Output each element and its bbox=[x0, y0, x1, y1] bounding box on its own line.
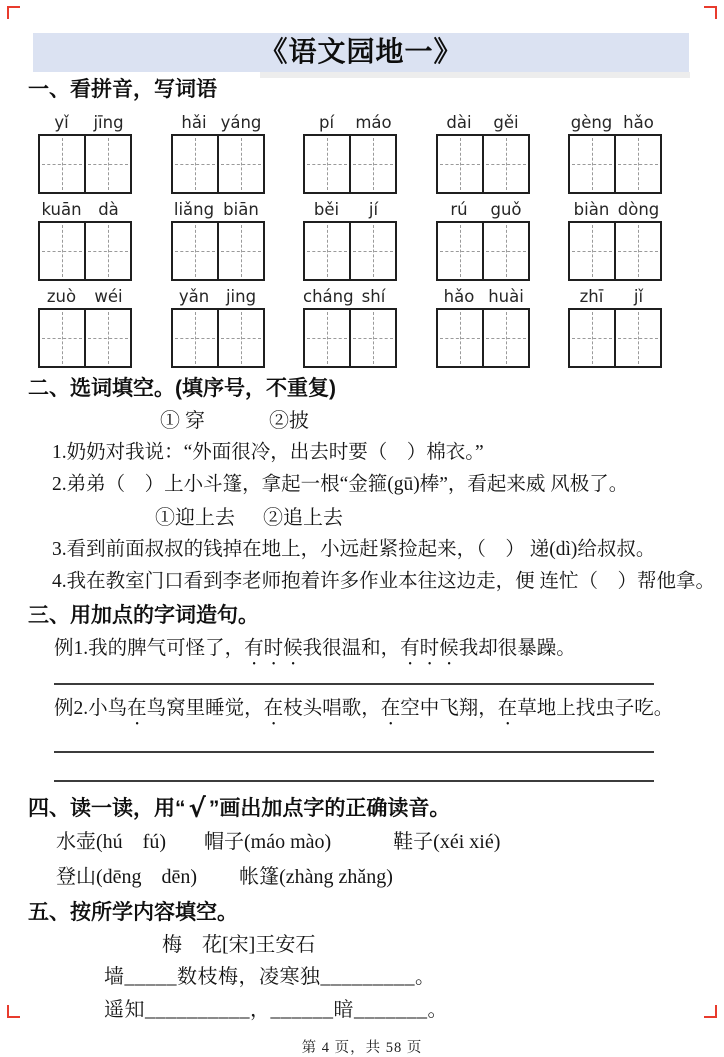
text-segment: 例1.我的脾气可怪了， bbox=[54, 638, 245, 659]
emphasized-segment: 在 bbox=[497, 698, 518, 719]
emphasized-segment: 在 bbox=[127, 698, 147, 719]
check-mark-icon: √ bbox=[188, 794, 206, 824]
pinyin-syllable: běi bbox=[313, 200, 340, 219]
example-sentence-1 bbox=[54, 634, 720, 670]
writing-grid[interactable] bbox=[38, 134, 132, 194]
writing-grid[interactable] bbox=[436, 134, 530, 194]
option-pi: ②披 bbox=[269, 410, 309, 432]
pinyin-label bbox=[38, 194, 132, 219]
option-zhui-shang-qu: ②追上去 bbox=[263, 507, 343, 529]
writing-box[interactable] bbox=[349, 221, 397, 281]
answer-line[interactable] bbox=[54, 751, 654, 753]
writing-box[interactable] bbox=[303, 221, 351, 281]
pinyin-syllable: jǐ bbox=[633, 287, 644, 306]
writing-box[interactable] bbox=[436, 221, 484, 281]
text-segment: ”画出加点字的正确读音。 bbox=[208, 797, 451, 820]
writing-box[interactable] bbox=[303, 308, 351, 368]
writing-grid[interactable] bbox=[171, 134, 265, 194]
writing-box[interactable] bbox=[482, 221, 530, 281]
pinyin-syllable: yǎn bbox=[178, 287, 210, 306]
fill-blank-item-1: 1.奶奶对我说：“外面很冷，出去时要（ ）棉衣。” bbox=[52, 442, 484, 463]
pinyin-syllable: hǎi bbox=[181, 113, 207, 132]
pinyin-syllable: shí bbox=[361, 287, 386, 306]
pinyin-label bbox=[171, 194, 265, 219]
pronunciation-row-2 bbox=[56, 863, 724, 892]
pinyin-label bbox=[436, 281, 530, 306]
text-segment: 草地上找虫子吃。 bbox=[517, 698, 674, 719]
pinyin-label bbox=[436, 194, 530, 219]
title-banner bbox=[33, 33, 689, 72]
writing-box[interactable] bbox=[349, 134, 397, 194]
pinyin-row-3 bbox=[38, 281, 662, 368]
pinyin-row-2 bbox=[38, 194, 662, 281]
writing-box[interactable] bbox=[436, 134, 484, 194]
fill-blank-item-4: 4.我在教室门口看到李老师抱着许多作业本往这边走，便 连忙（ ）帮他拿。 bbox=[52, 571, 716, 592]
answer-line[interactable] bbox=[54, 780, 654, 782]
option-ying-shang-qu: ①迎上去 bbox=[155, 507, 235, 529]
writing-box[interactable] bbox=[303, 134, 351, 194]
writing-box[interactable] bbox=[614, 308, 662, 368]
poem-title: 梅 花[宋]王安石 bbox=[162, 934, 316, 956]
writing-box[interactable] bbox=[482, 308, 530, 368]
writing-box[interactable] bbox=[38, 308, 86, 368]
pinyin-label bbox=[38, 107, 132, 132]
emphasized-segment: 在 bbox=[380, 698, 401, 719]
writing-grid[interactable] bbox=[568, 134, 662, 194]
pinyin-syllable: zhī bbox=[579, 287, 604, 306]
text-segment: 四、读一读，用“ bbox=[28, 797, 186, 820]
fill-blank-item-2: 2.弟弟（ ）上小斗篷，拿起一根“金箍(gū)棒”，看起来威 风极了。 bbox=[52, 474, 629, 495]
pinyin-syllable: dà bbox=[98, 200, 119, 219]
word-block bbox=[436, 194, 530, 281]
pinyin-syllable: jí bbox=[368, 200, 379, 219]
pinyin-syllable: kuān bbox=[41, 200, 82, 219]
pinyin-syllable: pí bbox=[318, 113, 335, 132]
writing-box[interactable] bbox=[171, 134, 219, 194]
pinyin-label bbox=[568, 107, 662, 132]
word-block bbox=[171, 194, 265, 281]
section4-heading bbox=[28, 796, 724, 822]
pinyin-syllable: biān bbox=[223, 200, 259, 219]
word-options-1 bbox=[160, 408, 724, 435]
writing-grid[interactable] bbox=[303, 134, 397, 194]
writing-box[interactable] bbox=[84, 221, 132, 281]
pinyin-syllable: dòng bbox=[617, 200, 660, 219]
emphasized-segment: 在 bbox=[263, 698, 284, 719]
emphasized-segment: 有时候 bbox=[400, 638, 459, 659]
page-title: 《语文园地一》 bbox=[259, 37, 463, 68]
pinyin-syllable: rú bbox=[450, 200, 468, 219]
pinyin-syllable: cháng bbox=[303, 287, 354, 306]
pinyin-label bbox=[436, 107, 530, 132]
word-block bbox=[303, 107, 397, 194]
answer-line[interactable] bbox=[54, 683, 654, 685]
word-block bbox=[568, 281, 662, 368]
pronunciation-row-1 bbox=[56, 828, 724, 857]
word-options-2 bbox=[155, 505, 724, 532]
pinyin-label bbox=[568, 194, 662, 219]
word-shuihu: 水壶(hú fú) bbox=[56, 831, 166, 853]
pinyin-syllable: máo bbox=[355, 113, 392, 132]
pinyin-syllable: biàn bbox=[573, 200, 610, 219]
writing-box[interactable] bbox=[482, 134, 530, 194]
pinyin-label bbox=[38, 281, 132, 306]
section3-heading: 三、用加点的字词造句。 bbox=[28, 604, 259, 627]
corner-mark-icon bbox=[704, 6, 717, 19]
pinyin-label bbox=[303, 107, 397, 132]
poem-line-1[interactable]: 墙_____数枝梅，凌寒独_________。 bbox=[104, 966, 436, 988]
writing-box[interactable] bbox=[217, 308, 265, 368]
writing-box[interactable] bbox=[84, 308, 132, 368]
word-block bbox=[171, 281, 265, 368]
pinyin-label bbox=[303, 194, 397, 219]
word-block bbox=[436, 281, 530, 368]
text-segment: 我却很暴躁。 bbox=[458, 638, 576, 659]
writing-box[interactable] bbox=[568, 134, 616, 194]
pinyin-label bbox=[171, 107, 265, 132]
word-maozi: 帽子(máo mào) bbox=[203, 831, 332, 853]
word-block bbox=[303, 281, 397, 368]
word-block bbox=[38, 107, 132, 194]
poem-line-2[interactable]: 遥知__________，______暗_______。 bbox=[104, 999, 448, 1021]
writing-box[interactable] bbox=[614, 134, 662, 194]
word-block bbox=[38, 281, 132, 368]
writing-grid[interactable] bbox=[38, 308, 132, 368]
text-segment: 鸟窝里睡觉， bbox=[146, 698, 264, 719]
pinyin-syllable: jing bbox=[225, 287, 257, 306]
page-number: 第 4 页，共 58 页 bbox=[301, 1040, 423, 1056]
pinyin-syllable: huài bbox=[488, 287, 524, 306]
pinyin-syllable: zuò bbox=[46, 287, 77, 306]
section1-heading: 一、看拼音，写词语 bbox=[28, 78, 217, 101]
pinyin-label bbox=[303, 281, 397, 306]
writing-box[interactable] bbox=[171, 308, 219, 368]
corner-mark-icon bbox=[7, 6, 20, 19]
pinyin-syllable: gèng bbox=[570, 113, 613, 132]
pinyin-syllable: yǐ bbox=[54, 113, 69, 132]
pinyin-syllable: gěi bbox=[493, 113, 519, 132]
word-zhangpeng: 帐篷(zhàng zhǎng) bbox=[239, 866, 393, 888]
pinyin-label bbox=[171, 281, 265, 306]
writing-box[interactable] bbox=[84, 134, 132, 194]
section2-heading: 二、选词填空。(填序号，不重复) bbox=[28, 377, 336, 400]
writing-grid[interactable] bbox=[171, 221, 265, 281]
section5-heading: 五、按所学内容填空。 bbox=[28, 901, 238, 924]
writing-box[interactable] bbox=[349, 308, 397, 368]
word-block bbox=[568, 107, 662, 194]
text-segment: 空中飞翔， bbox=[400, 698, 498, 719]
writing-grid[interactable] bbox=[303, 221, 397, 281]
example-sentence-2 bbox=[54, 694, 720, 730]
pinyin-syllable: yáng bbox=[220, 113, 262, 132]
pinyin-syllable: hǎo bbox=[623, 113, 654, 132]
pinyin-row-1 bbox=[38, 107, 662, 194]
emphasized-segment: 有时候 bbox=[244, 638, 303, 659]
worksheet-content bbox=[0, 76, 724, 1057]
pinyin-syllable: wéi bbox=[94, 287, 123, 306]
word-block bbox=[436, 107, 530, 194]
writing-grid[interactable] bbox=[171, 308, 265, 368]
pinyin-syllable: liǎng bbox=[173, 200, 215, 219]
text-segment: 例2.小鸟 bbox=[54, 698, 128, 719]
pinyin-label bbox=[568, 281, 662, 306]
pinyin-syllable: guǒ bbox=[490, 200, 522, 219]
word-dengshan: 登山(dēng dēn) bbox=[56, 866, 198, 888]
option-chuan: ① 穿 bbox=[160, 410, 205, 432]
pinyin-syllable: jīng bbox=[93, 113, 124, 132]
word-xiezi: 鞋子(xéi xié) bbox=[393, 831, 501, 853]
writing-box[interactable] bbox=[568, 221, 616, 281]
text-segment: 我很温和， bbox=[302, 638, 401, 659]
writing-box[interactable] bbox=[568, 308, 616, 368]
word-block bbox=[303, 194, 397, 281]
writing-grid[interactable] bbox=[568, 221, 662, 281]
writing-box[interactable] bbox=[38, 134, 86, 194]
writing-grid[interactable] bbox=[436, 308, 530, 368]
fill-blank-item-3: 3.看到前面叔叔的钱掉在地上，小远赶紧捡起来，（ ） 递(dì)给叔叔。 bbox=[52, 539, 656, 560]
pinyin-syllable: hǎo bbox=[443, 287, 475, 306]
writing-box[interactable] bbox=[614, 221, 662, 281]
word-block bbox=[171, 107, 265, 194]
pinyin-syllable: dài bbox=[446, 113, 472, 132]
word-block bbox=[38, 194, 132, 281]
writing-box[interactable] bbox=[171, 221, 219, 281]
writing-box[interactable] bbox=[436, 308, 484, 368]
writing-box[interactable] bbox=[217, 134, 265, 194]
writing-grid[interactable] bbox=[303, 308, 397, 368]
writing-grid[interactable] bbox=[436, 221, 530, 281]
writing-grid[interactable] bbox=[568, 308, 662, 368]
writing-grid[interactable] bbox=[38, 221, 132, 281]
writing-box[interactable] bbox=[38, 221, 86, 281]
word-block bbox=[568, 194, 662, 281]
writing-box[interactable] bbox=[217, 221, 265, 281]
text-segment: 枝头唱歌， bbox=[283, 698, 381, 719]
